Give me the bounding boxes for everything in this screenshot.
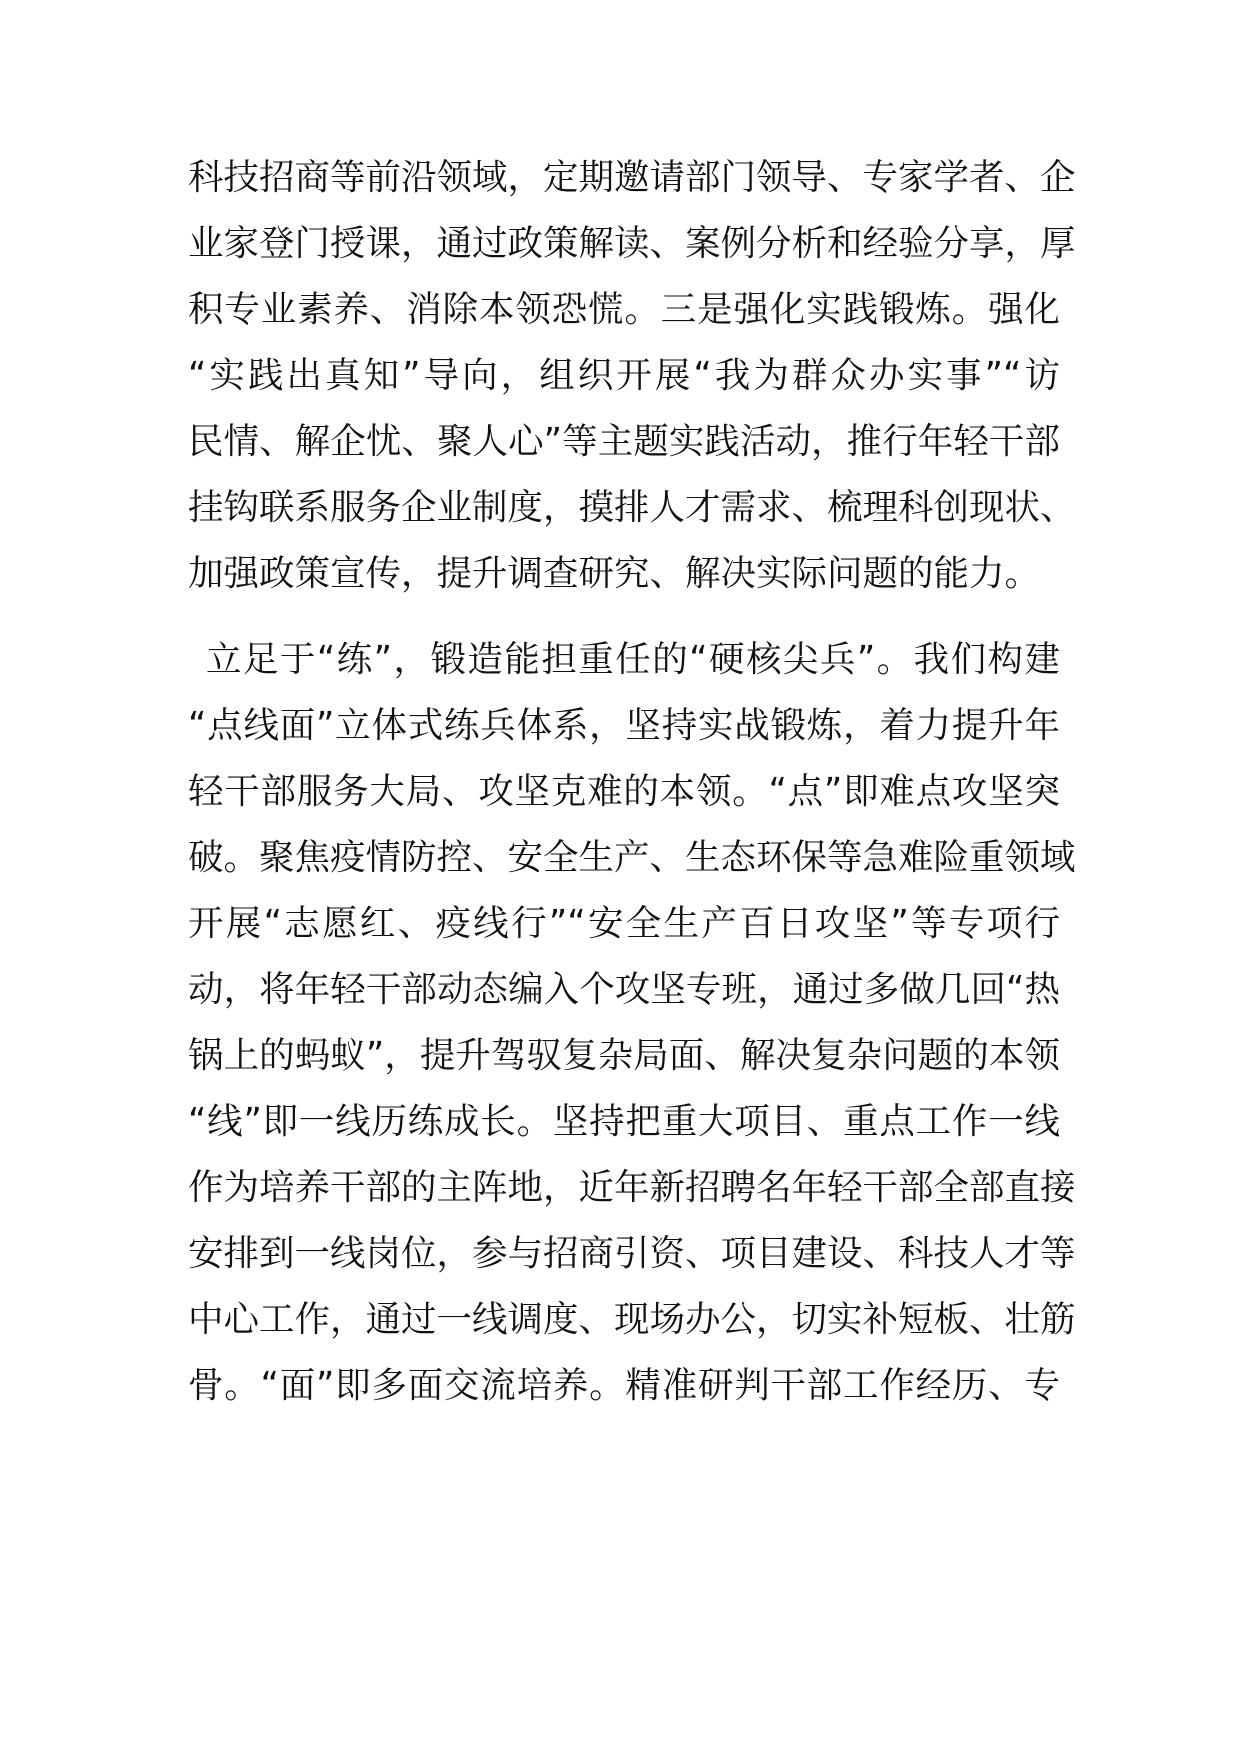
text-line: 开展“志愿红、疫线行”“安全生产百日攻坚”等专项行 [188, 903, 1060, 944]
text-line: 动，将年轻干部动态编入个攻坚专班，通过多做几回“热 [188, 969, 1060, 1010]
text-line: 业家登门授课，通过政策解读、案例分析和经验分享，厚 [188, 223, 1076, 264]
text-line: 骨。“面”即多面交流培养。精准研判干部工作经历、专 [188, 1365, 1060, 1406]
text-line: 锅上的蚂蚁”，提升驾驭复杂局面、解决复杂问题的本领 [188, 1035, 1060, 1076]
text-line: 加强政策宣传，提升调查研究、解决实际问题的能力。 [188, 553, 1041, 594]
text-line: 作为培养干部的主阵地，近年新招聘名年轻干部全部直接 [188, 1167, 1076, 1208]
text-line: 安排到一线岗位，参与招商引资、项目建设、科技人才等 [188, 1233, 1076, 1274]
text-line: 民情、解企忧、聚人心”等主题实践活动，推行年轻干部 [188, 421, 1060, 462]
text-line: “点线面”立体式练兵体系，坚持实战锻炼，着力提升年 [188, 705, 1060, 746]
text-line: 科技招商等前沿领域，定期邀请部门领导、专家学者、企 [188, 157, 1076, 198]
text-line: 积专业素养、消除本领恐慌。三是强化实践锻炼。强化 [188, 289, 1060, 330]
text-line: 破。聚焦疫情防控、安全生产、生态环保等急难险重领域 [188, 837, 1076, 878]
text-line: 挂钩联系服务企业制度，摸排人才需求、梳理科创现状、 [188, 487, 1076, 528]
text-line: “实践出真知”导向，组织开展“我为群众办实事”“访 [188, 355, 1060, 396]
text-line: “线”即一线历练成长。坚持把重大项目、重点工作一线 [188, 1101, 1060, 1142]
text-line: 轻干部服务大局、攻坚克难的本领。“点”即难点攻坚突 [188, 771, 1060, 812]
text-line: 中心工作，通过一线调度、现场办公，切实补短板、壮筋 [188, 1299, 1076, 1340]
text-line: 立足于“练”，锻造能担重任的“硬核尖兵”。我们构建 [206, 639, 1060, 680]
